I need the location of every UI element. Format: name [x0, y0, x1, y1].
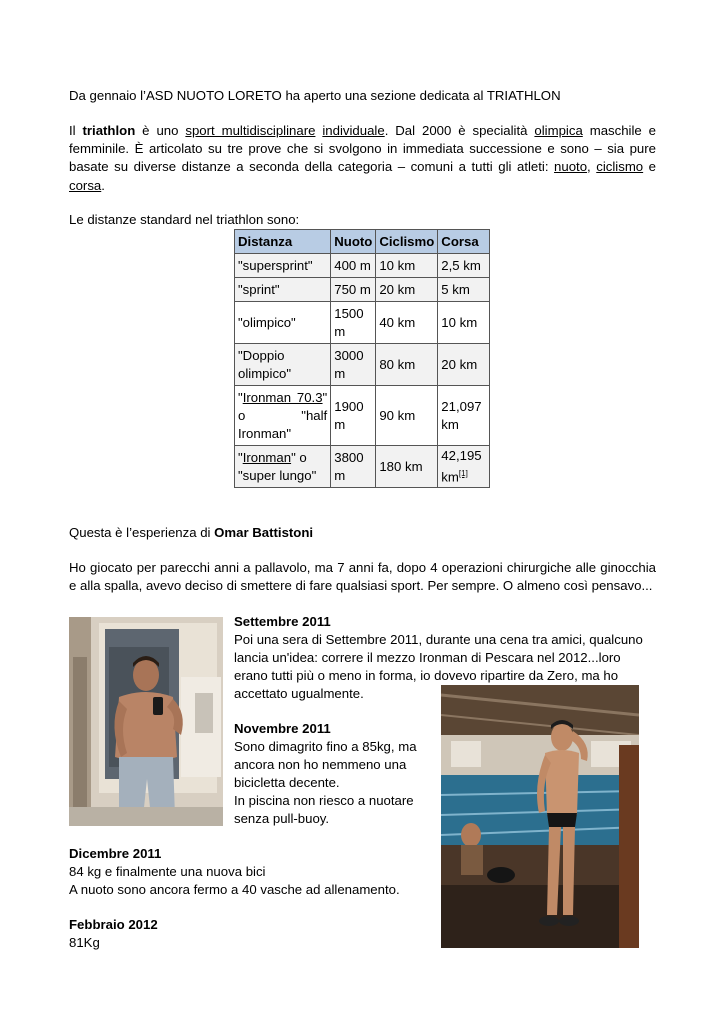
athlete-name: Omar Battistoni	[214, 525, 314, 540]
pool-photo	[441, 685, 639, 948]
definition-text: maschile e femminile. È articolato su tre prove che si svolgono in immediata successione e sono – sia pure basate su diverse distanze a seconda della categoria – comuni a tutti gli atleti:	[69, 123, 656, 175]
definition-text: . Dal 2000 è specialità	[384, 123, 535, 138]
definition-text: Il	[69, 123, 83, 138]
table-row	[235, 446, 490, 488]
link-sport-multidisciplinare[interactable]: sport multidisciplinare	[185, 123, 316, 138]
triathlon-definition	[69, 122, 656, 195]
cell-corsa: 5 km	[438, 278, 490, 302]
selfie-image	[69, 617, 223, 826]
section-title: Febbraio 2012	[69, 917, 158, 932]
selfie-photo	[69, 617, 223, 826]
section-line: 84 kg e finalmente una nuova bici	[69, 864, 266, 879]
cell-distanza: "supersprint"	[235, 254, 331, 278]
section-line: Poi una sera di Settembre 2011, durante una cena tra amici, qualcuno	[234, 632, 643, 647]
table-row	[235, 344, 490, 386]
pool-image	[441, 685, 639, 948]
section-dicembre	[69, 845, 400, 899]
table-header-row	[235, 230, 490, 254]
cell-ciclismo: 20 km	[376, 278, 438, 302]
cell-distanza: "Doppio olimpico"	[235, 344, 331, 386]
cell-text: " o "super lungo"	[238, 449, 317, 483]
cell-ciclismo: 90 km	[376, 386, 438, 446]
table-row	[235, 278, 490, 302]
cell-text: " o "half Ironman"	[238, 389, 328, 441]
section-line: lancia un'idea: correre il mezzo Ironman di Pescara nel 2012...loro	[234, 650, 621, 665]
cell-corsa	[438, 446, 490, 488]
link-ironman[interactable]: Ironman	[242, 449, 292, 465]
quote-mark: "	[238, 389, 243, 405]
cell-corsa: 20 km	[438, 344, 490, 386]
cell-ciclismo: 80 km	[376, 344, 438, 386]
header-ciclismo: Ciclismo	[376, 230, 438, 254]
corsa-value: 42,195 km	[441, 448, 482, 485]
table-row	[235, 302, 490, 344]
cell-nuoto: 3000 m	[331, 344, 376, 386]
section-line: In piscina non riesco a nuotare	[234, 793, 414, 808]
cell-nuoto: 400 m	[331, 254, 376, 278]
cell-corsa: 21,097 km	[438, 386, 490, 446]
section-line: 81Kg	[69, 935, 100, 950]
table-row	[235, 254, 490, 278]
experience-heading	[69, 524, 313, 542]
footnote-ref-link[interactable]: [1]	[458, 469, 468, 478]
cell-corsa: 2,5 km	[438, 254, 490, 278]
section-novembre	[234, 720, 417, 828]
link-olimpica[interactable]: olimpica	[534, 123, 583, 138]
definition-text: e	[643, 159, 657, 175]
section-line: A nuoto sono ancora fermo a 40 vasche ad allenamento.	[69, 882, 400, 897]
link-nuoto[interactable]: nuoto	[554, 159, 588, 175]
section-line: bicicletta decente.	[234, 775, 340, 790]
triathlon-term: triathlon	[82, 123, 136, 138]
intro-line: Da gennaio l’ASD NUOTO LORETO ha aperto una sezione dedicata al TRIATHLON	[69, 88, 561, 103]
header-nuoto: Nuoto	[331, 230, 376, 254]
distances-table	[234, 229, 490, 488]
definition-text: .	[101, 177, 105, 193]
cell-ciclismo: 40 km	[376, 302, 438, 344]
link-ironman-70-3[interactable]: Ironman 70.3	[242, 389, 323, 405]
cell-nuoto: 1500 m	[331, 302, 376, 344]
definition-text: è uno	[135, 123, 186, 138]
section-title: Settembre 2011	[234, 614, 331, 629]
cell-ciclismo: 180 km	[376, 446, 438, 488]
cell-nuoto: 1900 m	[331, 386, 376, 446]
section-line: accettato ugualmente.	[234, 686, 364, 701]
header-distanza: Distanza	[235, 230, 331, 254]
link-individuale[interactable]: individuale	[322, 123, 385, 138]
cell-distanza	[235, 446, 331, 488]
experience-prefix: Questa è l’esperienza di	[69, 525, 215, 540]
section-line: ancora non ho nemmeno una	[234, 757, 407, 772]
definition-text: ,	[587, 159, 597, 175]
header-corsa: Corsa	[438, 230, 490, 254]
cell-ciclismo: 10 km	[376, 254, 438, 278]
cell-distanza: "sprint"	[235, 278, 331, 302]
story-intro: Ho giocato per parecchi anni a pallavolo, ma 7 anni fa, dopo 4 operazioni chirurgiche alle ginocchia e alla spalla, avevo deciso di smettere di fare qualsiasi sport. Per sempre. O almeno così pensavo...	[69, 560, 656, 594]
cell-corsa: 10 km	[438, 302, 490, 344]
distances-heading: Le distanze standard nel triathlon sono:	[69, 212, 300, 227]
section-line: Sono dimagrito fino a 85kg, ma	[234, 739, 417, 754]
quote-mark: "	[238, 449, 243, 465]
cell-distanza: "olimpico"	[235, 302, 331, 344]
section-line: erano tutti più o meno in forma, io dovevo ripartire da Zero, ma ho	[234, 668, 619, 683]
section-febbraio	[69, 916, 158, 952]
link-ciclismo[interactable]: ciclismo	[596, 159, 644, 175]
cell-nuoto: 750 m	[331, 278, 376, 302]
section-line: senza pull-buoy.	[234, 811, 330, 826]
section-title: Dicembre 2011	[69, 846, 162, 861]
cell-distanza	[235, 386, 331, 446]
table-row	[235, 386, 490, 446]
cell-nuoto: 3800 m	[331, 446, 376, 488]
section-title: Novembre 2011	[234, 721, 331, 736]
link-corsa[interactable]: corsa	[69, 177, 102, 193]
